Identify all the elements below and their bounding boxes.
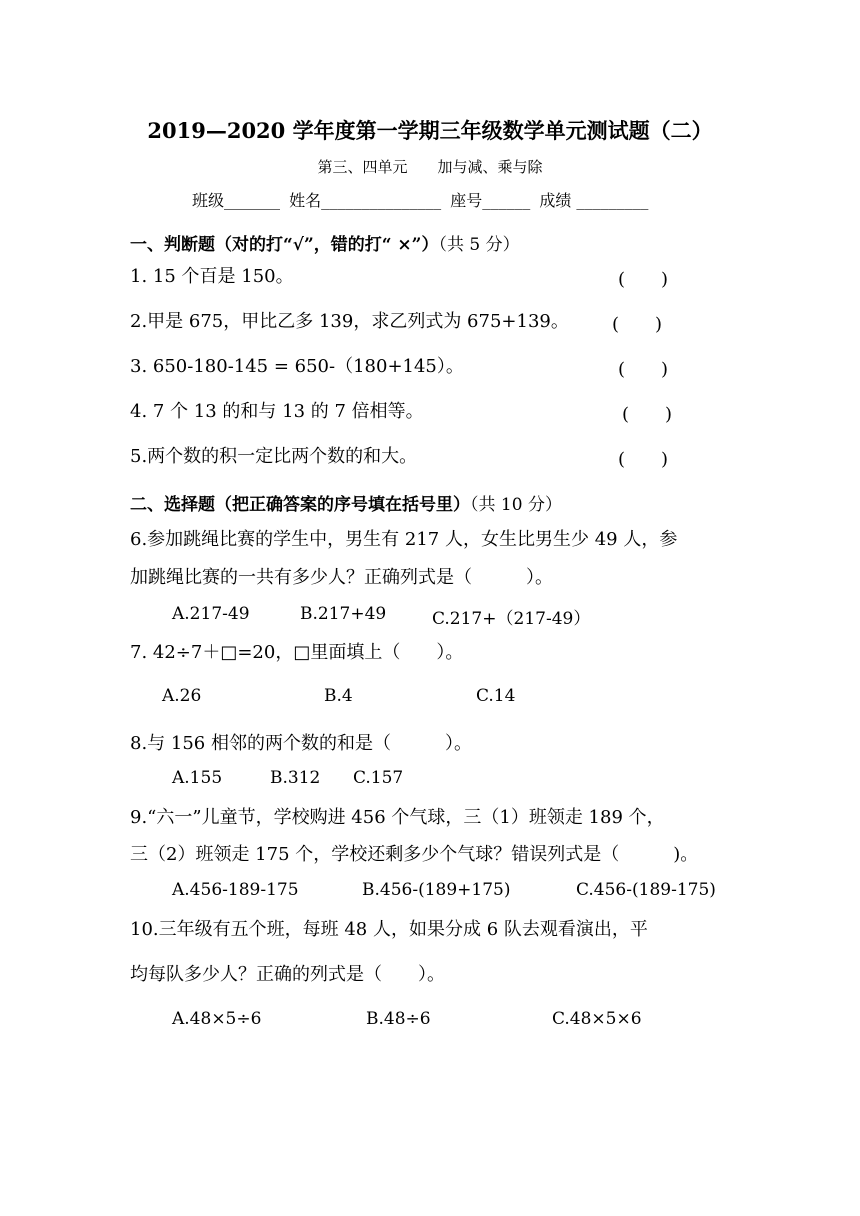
- judge-item-5: 5.两个数的积一定比两个数的和大。: [130, 446, 418, 467]
- section1-heading-score: （共 5 分）: [438, 235, 520, 255]
- name-field: 姓名_______________: [289, 191, 442, 210]
- judge-answer-1: ( ): [618, 269, 669, 290]
- class-field: 班级_______: [192, 191, 281, 210]
- question-10-line-2: 均每队多少人？正确的列式是（ ）。: [130, 964, 445, 985]
- section1-heading-text: 一、判断题（对的打“√”，错的打“ ×”）: [130, 235, 439, 255]
- judge-answer-2: ( ): [612, 314, 663, 335]
- seat-field: 座号______: [450, 191, 531, 210]
- judge-answer-5: ( ): [618, 449, 669, 470]
- question-9-option-a: A.456-189-175: [172, 880, 299, 900]
- question-7-option-c: C.14: [476, 686, 516, 706]
- question-10-option-a: A.48×5÷6: [172, 1009, 262, 1029]
- page-title: 2019—2020 学年度第一学期三年级数学单元测试题（二）: [147, 118, 713, 143]
- question-6-option-c: C.217+（217-49）: [432, 609, 591, 629]
- question-10-option-b: B.48÷6: [366, 1009, 431, 1029]
- question-8-line-1: 8.与 156 相邻的两个数的和是（ ）。: [130, 733, 472, 754]
- judge-item-2: 2.甲是 675，甲比乙多 139，求乙列式为 675+139。: [130, 311, 569, 332]
- judge-answer-4: ( ): [622, 404, 673, 425]
- question-8-option-a: A.155: [172, 768, 223, 788]
- question-8-option-b: B.312: [270, 768, 321, 788]
- question-6-option-b: B.217+49: [300, 604, 387, 624]
- student-info-bar: [192, 188, 652, 211]
- question-8-option-c: C.157: [353, 768, 404, 788]
- page-subtitle: 第三、四单元 加与减、乘与除: [317, 158, 543, 176]
- section2-heading-score: （共 10 分）: [470, 495, 562, 515]
- score-field: 成绩 _________: [539, 191, 649, 210]
- question-9-option-c: C.456-(189-175): [576, 880, 716, 900]
- question-6-line-1: 6.参加跳绳比赛的学生中，男生有 217 人，女生比男生少 49 人，参: [130, 529, 678, 550]
- question-7-option-a: A.26: [162, 686, 202, 706]
- question-10-option-c: C.48×5×6: [552, 1009, 642, 1029]
- question-7-line-1: 7. 42÷7＋□=20，□里面填上（ ）。: [130, 642, 464, 663]
- section2-heading: [130, 490, 562, 515]
- judge-answer-3: ( ): [618, 359, 669, 380]
- judge-item-3: 3. 650-180-145 = 650-（180+145）。: [130, 356, 464, 377]
- question-9-line-1: 9.“六一”儿童节，学校购进 456 个气球，三（1）班领走 189 个，: [130, 807, 665, 828]
- question-7-option-b: B.4: [324, 686, 353, 706]
- question-6-line-2: 加跳绳比赛的一共有多少人？正确列式是（ ）。: [130, 567, 553, 588]
- judge-item-1: 1. 15 个百是 150。: [130, 266, 294, 287]
- section1-heading: [130, 230, 520, 255]
- question-6-option-a: A.217-49: [172, 604, 250, 624]
- question-9-line-2: 三（2）班领走 175 个，学校还剩多少个气球？错误列式是（ )。: [130, 844, 699, 865]
- question-9-option-b: B.456-(189+175): [362, 880, 511, 900]
- question-10-line-1: 10.三年级有五个班，每班 48 人，如果分成 6 队去观看演出，平: [130, 919, 648, 940]
- judge-item-4: 4. 7 个 13 的和与 13 的 7 倍相等。: [130, 401, 424, 422]
- section2-heading-text: 二、选择题（把正确答案的序号填在括号里）: [130, 495, 470, 515]
